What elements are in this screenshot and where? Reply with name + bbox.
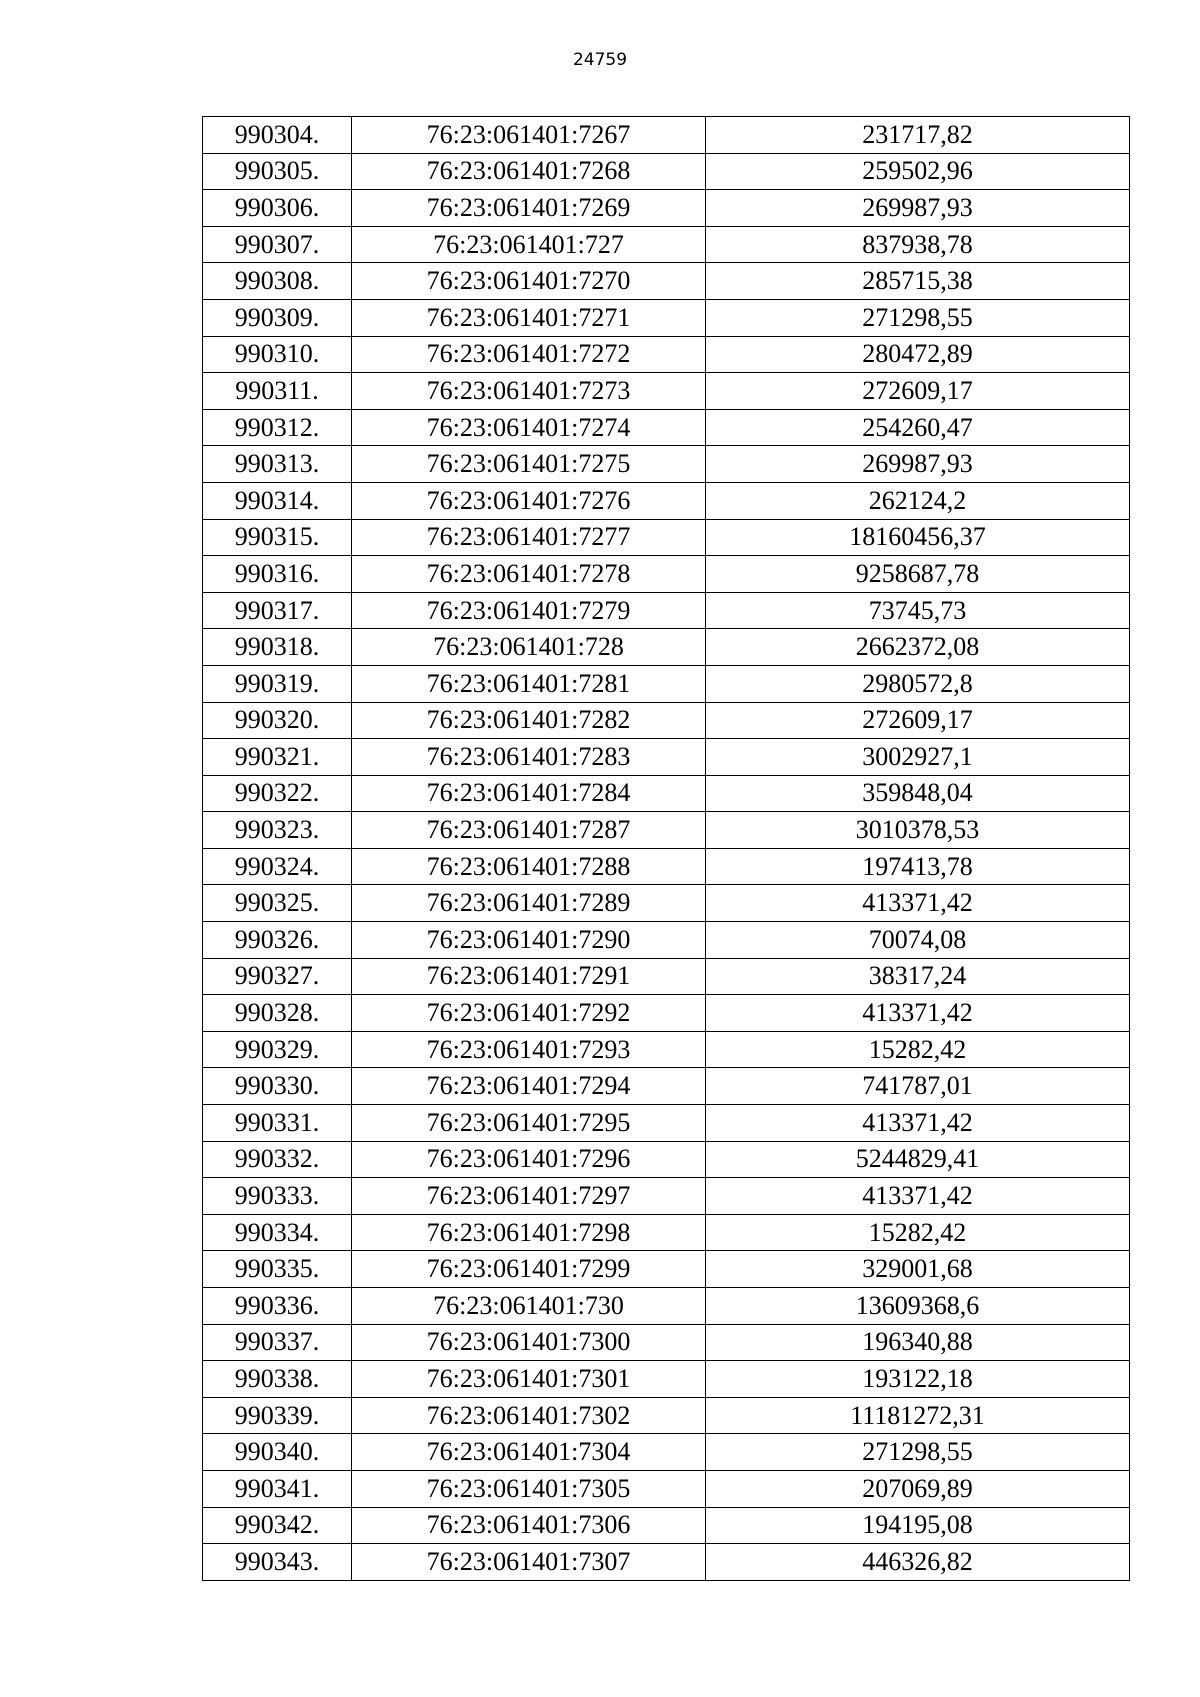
table-row (203, 995, 1130, 1032)
cadastral-number-cell: 76:23:061401:7279 (352, 592, 706, 629)
row-number-cell: 990338. (203, 1361, 352, 1398)
cadastral-value-cell: 359848,04 (706, 775, 1130, 812)
cadastral-number-cell: 76:23:061401:7268 (352, 153, 706, 190)
row-number-cell: 990333. (203, 1178, 352, 1215)
cadastral-number-cell: 76:23:061401:727 (352, 226, 706, 263)
cadastral-value-cell: 18160456,37 (706, 519, 1130, 556)
table-row (203, 1031, 1130, 1068)
table-row (203, 739, 1130, 776)
row-number-cell: 990331. (203, 1105, 352, 1142)
cadastral-number-cell: 76:23:061401:7298 (352, 1214, 706, 1251)
cadastral-number-cell: 76:23:061401:7289 (352, 885, 706, 922)
row-number-cell: 990320. (203, 702, 352, 739)
cadastral-value-cell: 413371,42 (706, 1178, 1130, 1215)
table-row (203, 629, 1130, 666)
cadastral-number-cell: 76:23:061401:7275 (352, 446, 706, 483)
cadastral-number-cell: 76:23:061401:7307 (352, 1544, 706, 1581)
cadastral-number-cell: 76:23:061401:7288 (352, 848, 706, 885)
row-number-cell: 990314. (203, 482, 352, 519)
cadastral-value-cell: 269987,93 (706, 446, 1130, 483)
cadastral-number-cell: 76:23:061401:7292 (352, 995, 706, 1032)
cadastral-number-cell: 76:23:061401:7306 (352, 1507, 706, 1544)
cadastral-number-cell: 76:23:061401:7295 (352, 1105, 706, 1142)
cadastral-value-cell: 197413,78 (706, 848, 1130, 885)
table-row (203, 812, 1130, 849)
cadastral-value-cell: 3002927,1 (706, 739, 1130, 776)
cadastral-number-cell: 76:23:061401:7277 (352, 519, 706, 556)
cadastral-number-cell: 76:23:061401:7305 (352, 1470, 706, 1507)
cadastral-value-cell: 271298,55 (706, 299, 1130, 336)
cadastral-value-cell: 413371,42 (706, 1105, 1130, 1142)
cadastral-value-cell: 262124,2 (706, 482, 1130, 519)
cadastral-value-cell: 254260,47 (706, 409, 1130, 446)
cadastral-number-cell: 76:23:061401:7293 (352, 1031, 706, 1068)
cadastral-number-cell: 76:23:061401:728 (352, 629, 706, 666)
table-row (203, 556, 1130, 593)
cadastral-value-cell: 413371,42 (706, 885, 1130, 922)
row-number-cell: 990336. (203, 1288, 352, 1325)
cadastral-number-cell: 76:23:061401:7271 (352, 299, 706, 336)
table-row (203, 1068, 1130, 1105)
cadastral-value-cell: 38317,24 (706, 958, 1130, 995)
row-number-cell: 990319. (203, 665, 352, 702)
cadastral-number-cell: 76:23:061401:7278 (352, 556, 706, 593)
row-number-cell: 990312. (203, 409, 352, 446)
table-row (203, 1434, 1130, 1471)
table-row (203, 446, 1130, 483)
cadastral-value-cell: 259502,96 (706, 153, 1130, 190)
row-number-cell: 990323. (203, 812, 352, 849)
cadastral-value-cell: 329001,68 (706, 1251, 1130, 1288)
cadastral-value-cell: 73745,73 (706, 592, 1130, 629)
cadastral-value-cell: 446326,82 (706, 1544, 1130, 1581)
table-row (203, 482, 1130, 519)
cadastral-value-cell: 413371,42 (706, 995, 1130, 1032)
row-number-cell: 990341. (203, 1470, 352, 1507)
cadastral-number-cell: 76:23:061401:7274 (352, 409, 706, 446)
cadastral-value-cell: 15282,42 (706, 1031, 1130, 1068)
table-row (203, 665, 1130, 702)
row-number-cell: 990332. (203, 1141, 352, 1178)
table-row (203, 922, 1130, 959)
table-row (203, 1141, 1130, 1178)
table-row (203, 958, 1130, 995)
cadastral-number-cell: 76:23:061401:7291 (352, 958, 706, 995)
table-row (203, 263, 1130, 300)
row-number-cell: 990318. (203, 629, 352, 666)
row-number-cell: 990327. (203, 958, 352, 995)
cadastral-number-cell: 76:23:061401:7296 (352, 1141, 706, 1178)
cadastral-number-cell: 76:23:061401:7290 (352, 922, 706, 959)
table-row (203, 1214, 1130, 1251)
cadastral-value-cell: 2980572,8 (706, 665, 1130, 702)
cadastral-number-cell: 76:23:061401:7283 (352, 739, 706, 776)
cadastral-value-cell: 272609,17 (706, 702, 1130, 739)
table-row (203, 117, 1130, 154)
registry-table-body (203, 117, 1130, 1581)
table-row (203, 1544, 1130, 1581)
table-row (203, 1324, 1130, 1361)
table-row (203, 848, 1130, 885)
cadastral-value-cell: 193122,18 (706, 1361, 1130, 1398)
cadastral-value-cell: 9258687,78 (706, 556, 1130, 593)
cadastral-number-cell: 76:23:061401:7273 (352, 373, 706, 410)
row-number-cell: 990321. (203, 739, 352, 776)
table-row (203, 592, 1130, 629)
table-row (203, 299, 1130, 336)
row-number-cell: 990339. (203, 1397, 352, 1434)
table-row (203, 153, 1130, 190)
row-number-cell: 990334. (203, 1214, 352, 1251)
table-row (203, 1397, 1130, 1434)
table-row (203, 1288, 1130, 1325)
row-number-cell: 990325. (203, 885, 352, 922)
cadastral-value-cell: 194195,08 (706, 1507, 1130, 1544)
cadastral-number-cell: 76:23:061401:7304 (352, 1434, 706, 1471)
row-number-cell: 990337. (203, 1324, 352, 1361)
row-number-cell: 990310. (203, 336, 352, 373)
cadastral-number-cell: 76:23:061401:7282 (352, 702, 706, 739)
cadastral-number-cell: 76:23:061401:7300 (352, 1324, 706, 1361)
cadastral-number-cell: 76:23:061401:7301 (352, 1361, 706, 1398)
cadastral-value-cell: 269987,93 (706, 190, 1130, 227)
cadastral-value-cell: 15282,42 (706, 1214, 1130, 1251)
row-number-cell: 990311. (203, 373, 352, 410)
row-number-cell: 990322. (203, 775, 352, 812)
cadastral-value-cell: 271298,55 (706, 1434, 1130, 1471)
cadastral-value-cell: 272609,17 (706, 373, 1130, 410)
table-row (203, 519, 1130, 556)
row-number-cell: 990335. (203, 1251, 352, 1288)
row-number-cell: 990309. (203, 299, 352, 336)
cadastral-number-cell: 76:23:061401:730 (352, 1288, 706, 1325)
row-number-cell: 990305. (203, 153, 352, 190)
cadastral-number-cell: 76:23:061401:7284 (352, 775, 706, 812)
row-number-cell: 990328. (203, 995, 352, 1032)
page-number: 24759 (572, 50, 628, 70)
table-row (203, 336, 1130, 373)
cadastral-value-cell: 231717,82 (706, 117, 1130, 154)
row-number-cell: 990313. (203, 446, 352, 483)
row-number-cell: 990306. (203, 190, 352, 227)
table-row (203, 1105, 1130, 1142)
table-row (203, 702, 1130, 739)
table-row (203, 1178, 1130, 1215)
cadastral-value-cell: 280472,89 (706, 336, 1130, 373)
cadastral-number-cell: 76:23:061401:7297 (352, 1178, 706, 1215)
cadastral-value-cell: 5244829,41 (706, 1141, 1130, 1178)
registry-table (202, 116, 1130, 1581)
table-row (203, 373, 1130, 410)
cadastral-value-cell: 285715,38 (706, 263, 1130, 300)
table-row (203, 190, 1130, 227)
cadastral-value-cell: 837938,78 (706, 226, 1130, 263)
row-number-cell: 990316. (203, 556, 352, 593)
cadastral-value-cell: 3010378,53 (706, 812, 1130, 849)
cadastral-number-cell: 76:23:061401:7299 (352, 1251, 706, 1288)
table-row (203, 1361, 1130, 1398)
row-number-cell: 990324. (203, 848, 352, 885)
cadastral-value-cell: 2662372,08 (706, 629, 1130, 666)
cadastral-number-cell: 76:23:061401:7269 (352, 190, 706, 227)
table-row (203, 885, 1130, 922)
cadastral-number-cell: 76:23:061401:7270 (352, 263, 706, 300)
cadastral-value-cell: 196340,88 (706, 1324, 1130, 1361)
table-row (203, 226, 1130, 263)
row-number-cell: 990330. (203, 1068, 352, 1105)
table-row (203, 1251, 1130, 1288)
cadastral-value-cell: 11181272,31 (706, 1397, 1130, 1434)
cadastral-value-cell: 207069,89 (706, 1470, 1130, 1507)
cadastral-value-cell: 741787,01 (706, 1068, 1130, 1105)
cadastral-number-cell: 76:23:061401:7267 (352, 117, 706, 154)
row-number-cell: 990326. (203, 922, 352, 959)
row-number-cell: 990317. (203, 592, 352, 629)
table-row (203, 775, 1130, 812)
cadastral-number-cell: 76:23:061401:7287 (352, 812, 706, 849)
table-row (203, 1470, 1130, 1507)
row-number-cell: 990315. (203, 519, 352, 556)
row-number-cell: 990340. (203, 1434, 352, 1471)
row-number-cell: 990304. (203, 117, 352, 154)
cadastral-value-cell: 13609368,6 (706, 1288, 1130, 1325)
cadastral-number-cell: 76:23:061401:7276 (352, 482, 706, 519)
row-number-cell: 990308. (203, 263, 352, 300)
row-number-cell: 990343. (203, 1544, 352, 1581)
row-number-cell: 990329. (203, 1031, 352, 1068)
cadastral-number-cell: 76:23:061401:7302 (352, 1397, 706, 1434)
cadastral-number-cell: 76:23:061401:7281 (352, 665, 706, 702)
cadastral-value-cell: 70074,08 (706, 922, 1130, 959)
row-number-cell: 990342. (203, 1507, 352, 1544)
table-row (203, 409, 1130, 446)
row-number-cell: 990307. (203, 226, 352, 263)
cadastral-number-cell: 76:23:061401:7272 (352, 336, 706, 373)
table-row (203, 1507, 1130, 1544)
cadastral-number-cell: 76:23:061401:7294 (352, 1068, 706, 1105)
